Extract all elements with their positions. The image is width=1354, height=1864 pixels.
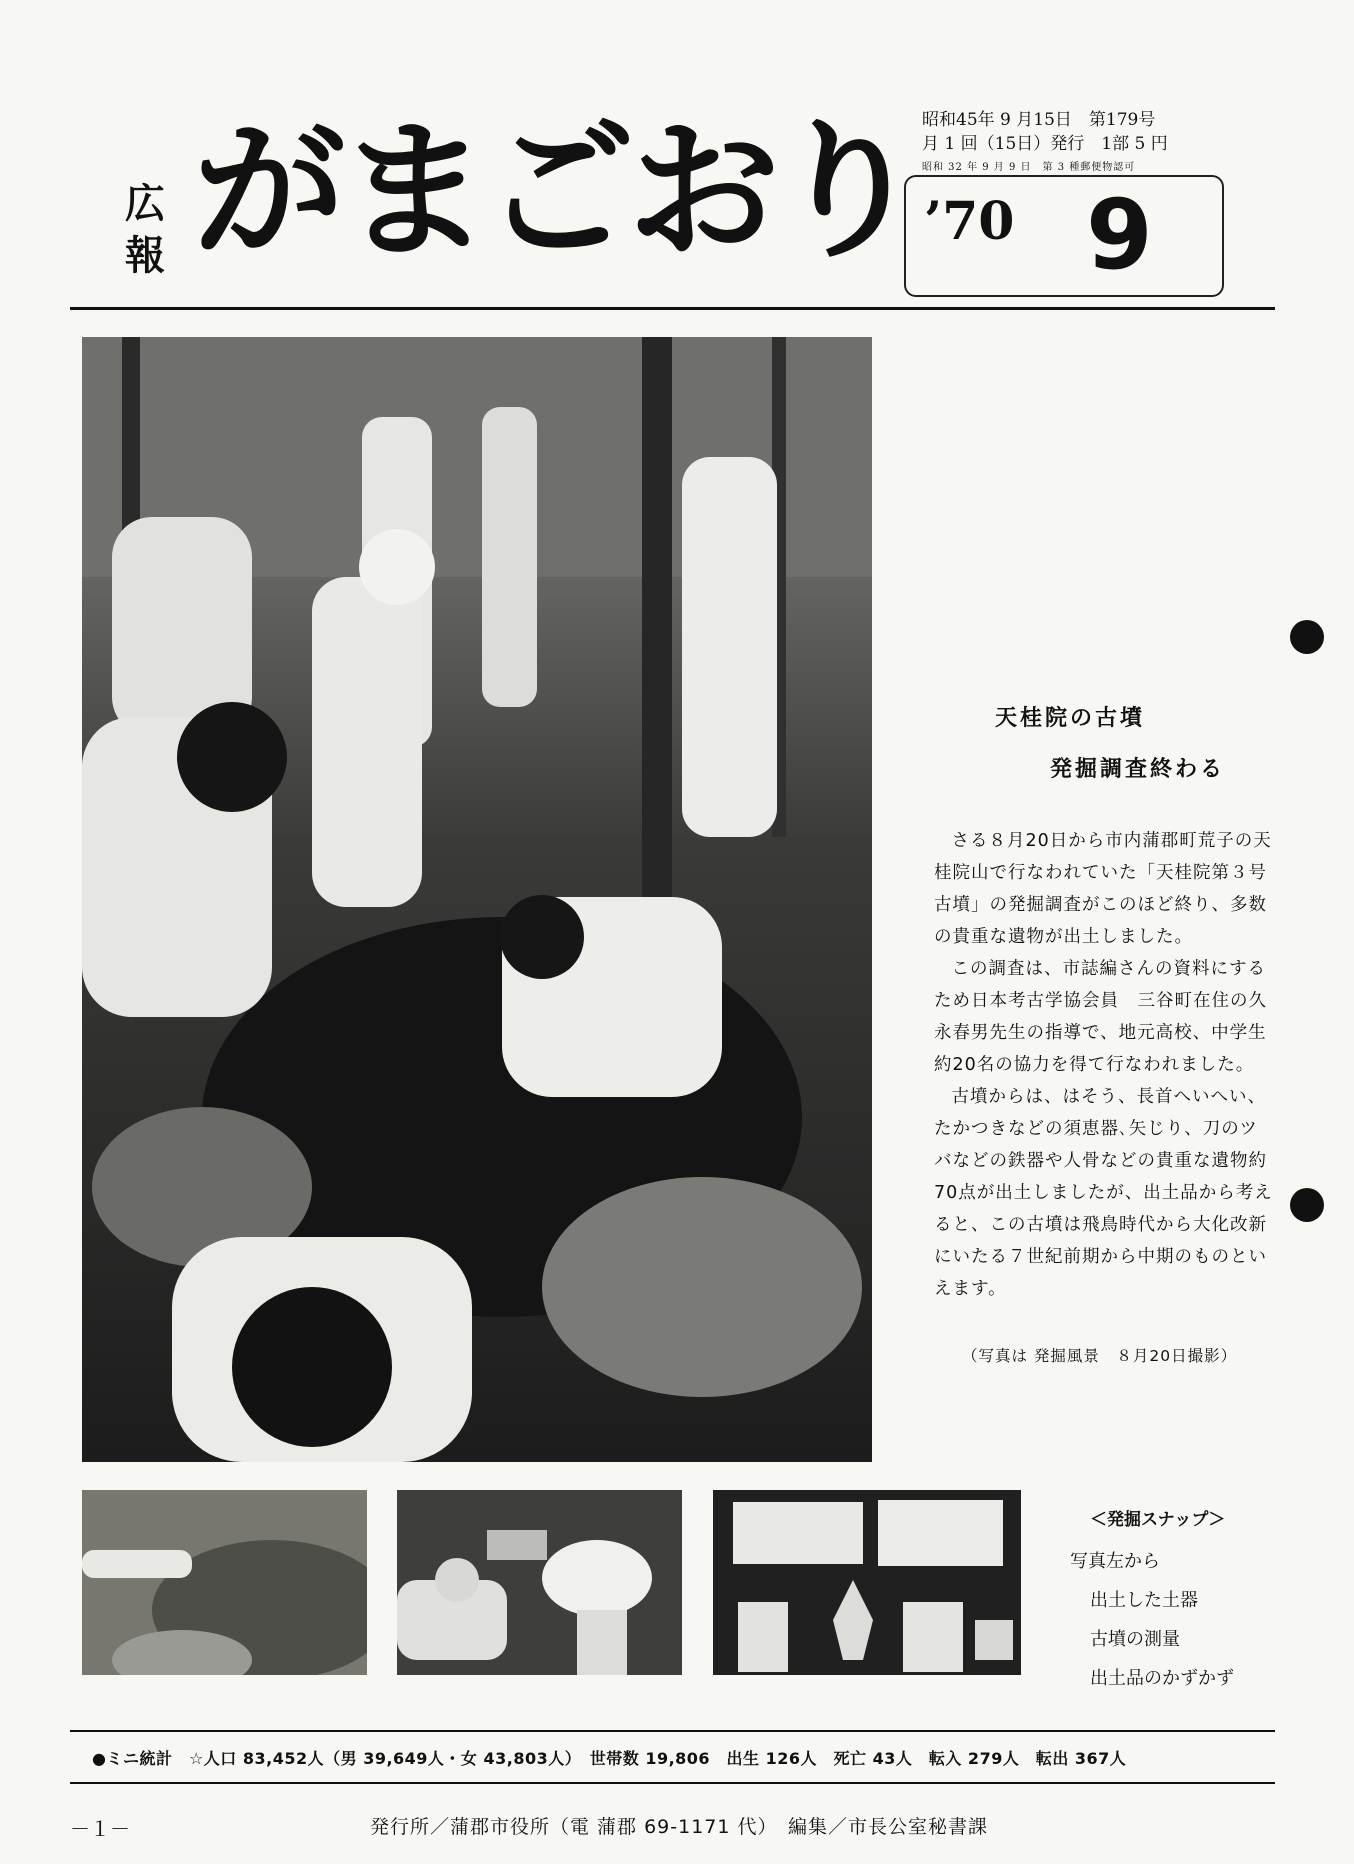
snap-photo-survey — [397, 1490, 682, 1675]
footer-divider-top — [70, 1730, 1275, 1732]
snap-line: 出土した土器 — [1090, 1590, 1198, 1611]
article-paragraph: 古墳からは、はそう、長首へいへい、たかつきなどの須恵器､矢じり、刀のツバなどの鉄器や人骨などの貴重な遺物約70点が出土しましたが、出土品から考えると、この古墳は飛鳥時代から大化改新にいたる７世紀前期から中期のものといえます。 — [934, 1087, 1273, 1299]
photo-caption: （写真は 発掘風景 ８月20日撮影） — [962, 1347, 1238, 1365]
soil-photo-icon — [82, 1490, 367, 1675]
survey-photo-icon — [397, 1490, 682, 1675]
pub-line-1: 昭和45年 9 月15日 第179号 — [922, 110, 1156, 130]
excavation-photo-icon — [82, 337, 872, 1462]
snap-photo-artifacts — [713, 1490, 1021, 1675]
publication-info — [922, 108, 1168, 180]
punch-hole — [1290, 620, 1324, 654]
snap-line: 出土品のかずかず — [1090, 1668, 1234, 1689]
punch-hole — [1290, 1188, 1324, 1222]
snap-line: 古墳の測量 — [1090, 1629, 1180, 1650]
page-number: －１－ — [70, 1817, 130, 1841]
footer-divider-bottom — [70, 1782, 1275, 1784]
pub-line-2: 月 1 回（15日）発行 1部 5 円 — [922, 134, 1168, 154]
snap-photo-pottery — [82, 1490, 367, 1675]
newsletter-title: がまごおり — [192, 105, 918, 279]
article-paragraph: さる８月20日から市内蒲郡町荒子の天桂院山で行なわれていた「天桂院第３号古墳」の発掘調査がこのほど終り、多数の貴重な遺物が出土しました。 — [934, 831, 1272, 947]
pub-line-3: 昭和 32 年 9 月 9 日 第 3 種郵便物認可 — [922, 162, 1136, 173]
mini-statistics: ●ミニ統計 ☆人口 83,452人（男 39,649人・女 43,803人） 世帯数 19,806 出生 126人 死亡 43人 転入 279人 転出 367人 — [92, 1749, 1127, 1768]
main-excavation-photo — [82, 337, 872, 1462]
issue-year: ’70 — [924, 191, 1015, 252]
article-headline: 天桂院の古墳 — [995, 706, 1146, 731]
masthead-divider — [70, 307, 1275, 310]
article-body — [934, 825, 1274, 1305]
article-subheadline: 発掘調査終わる — [1050, 757, 1226, 782]
article-paragraph: この調査は、市誌編さんの資料にするため日本考古学協会員 三谷町在住の久永春男先生の指導で、地元高校、中学生約20名の協力を得て行なわれました。 — [934, 959, 1267, 1075]
issue-month: 9 — [1086, 179, 1153, 291]
publisher-info: 発行所／蒲郡市役所（電 蒲郡 69-1171 代） 編集／市長公室秘書課 — [370, 1816, 989, 1838]
snap-title: ＜発掘スナップ＞ — [1090, 1510, 1226, 1530]
snap-line: 写真左から — [1070, 1551, 1160, 1572]
issue-date-box — [904, 175, 1224, 297]
artifacts-photo-icon — [713, 1490, 1021, 1675]
kouhou-label: 広報 — [125, 181, 165, 279]
